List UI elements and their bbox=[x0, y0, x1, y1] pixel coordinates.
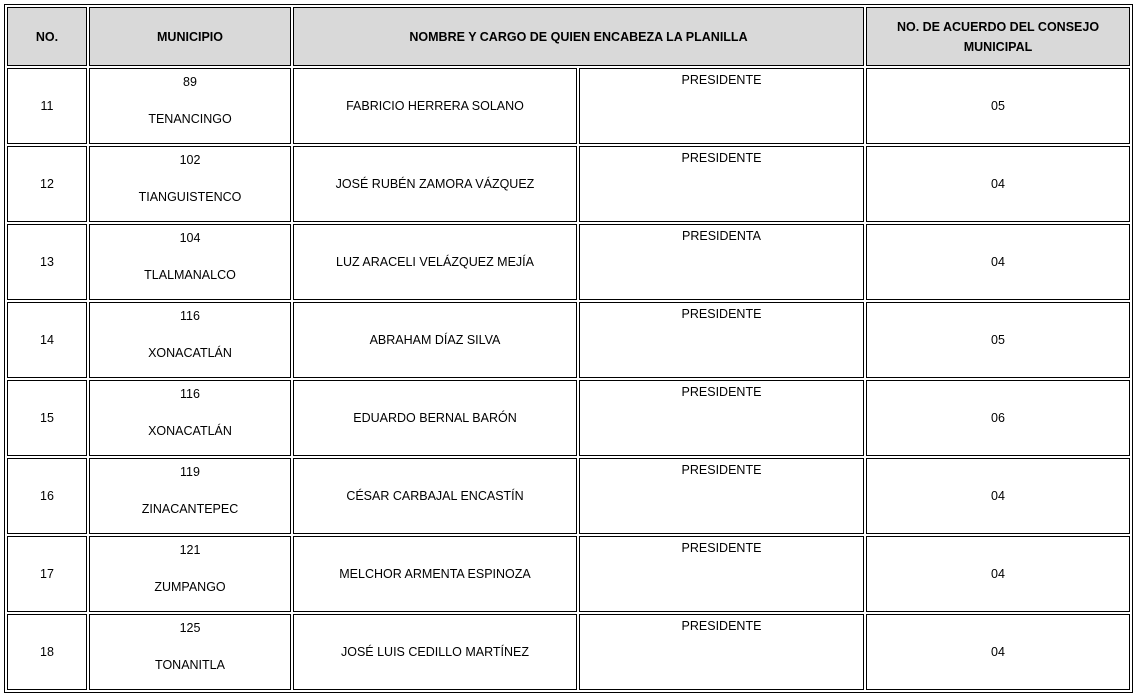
table-row bbox=[7, 536, 1130, 612]
municipio-number: 121 bbox=[179, 543, 201, 557]
cell-nombre: FABRICIO HERRERA SOLANO bbox=[293, 68, 577, 144]
cell-nombre: EDUARDO BERNAL BARÓN bbox=[293, 380, 577, 456]
cell-cargo: PRESIDENTA bbox=[579, 224, 864, 300]
cell-nombre: JOSÉ RUBÉN ZAMORA VÁZQUEZ bbox=[293, 146, 577, 222]
header-municipio: MUNICIPIO bbox=[89, 7, 291, 66]
cell-nombre: LUZ ARACELI VELÁZQUEZ MEJÍA bbox=[293, 224, 577, 300]
header-nombre-cargo: NOMBRE Y CARGO DE QUIEN ENCABEZA LA PLANILLA bbox=[293, 7, 864, 66]
cell-municipio bbox=[89, 380, 291, 456]
cell-no: 17 bbox=[7, 536, 87, 612]
cell-no: 13 bbox=[7, 224, 87, 300]
municipio-name: TENANCINGO bbox=[148, 112, 232, 126]
table-row bbox=[7, 458, 1130, 534]
cell-acuerdo: 04 bbox=[866, 536, 1130, 612]
cell-nombre: JOSÉ LUIS CEDILLO MARTÍNEZ bbox=[293, 614, 577, 690]
table-row bbox=[7, 224, 1130, 300]
cell-cargo: PRESIDENTE bbox=[579, 68, 864, 144]
municipio-number: 125 bbox=[179, 621, 201, 635]
cell-no: 11 bbox=[7, 68, 87, 144]
cell-acuerdo: 04 bbox=[866, 224, 1130, 300]
cell-no: 18 bbox=[7, 614, 87, 690]
cell-municipio bbox=[89, 146, 291, 222]
cell-acuerdo: 05 bbox=[866, 68, 1130, 144]
table-row bbox=[7, 614, 1130, 690]
cell-municipio bbox=[89, 302, 291, 378]
municipio-number: 119 bbox=[180, 465, 200, 479]
cell-cargo: PRESIDENTE bbox=[579, 302, 864, 378]
table-header-row bbox=[7, 7, 1130, 66]
cell-acuerdo: 04 bbox=[866, 146, 1130, 222]
cell-no: 15 bbox=[7, 380, 87, 456]
municipio-name: XONACATLÁN bbox=[148, 346, 232, 360]
header-acuerdo: NO. DE ACUERDO DEL CONSEJO MUNICIPAL bbox=[866, 7, 1130, 66]
municipio-name: XONACATLÁN bbox=[148, 424, 232, 438]
municipio-number: 116 bbox=[180, 309, 200, 323]
cell-acuerdo: 04 bbox=[866, 458, 1130, 534]
cell-no: 14 bbox=[7, 302, 87, 378]
cell-acuerdo: 04 bbox=[866, 614, 1130, 690]
municipio-number: 116 bbox=[180, 387, 200, 401]
municipio-number: 89 bbox=[183, 75, 197, 89]
cell-cargo: PRESIDENTE bbox=[579, 536, 864, 612]
document-page bbox=[4, 4, 1133, 693]
cell-municipio bbox=[89, 224, 291, 300]
table-row bbox=[7, 68, 1130, 144]
table-row bbox=[7, 302, 1130, 378]
cell-municipio bbox=[89, 536, 291, 612]
cell-cargo: PRESIDENTE bbox=[579, 614, 864, 690]
municipio-name: ZUMPANGO bbox=[154, 580, 226, 594]
cell-nombre: CÉSAR CARBAJAL ENCASTÍN bbox=[293, 458, 577, 534]
cell-no: 16 bbox=[7, 458, 87, 534]
planillas-table bbox=[4, 4, 1133, 693]
municipio-name: TIANGUISTENCO bbox=[138, 190, 242, 204]
cell-municipio bbox=[89, 458, 291, 534]
municipio-number: 102 bbox=[179, 153, 201, 167]
cell-municipio bbox=[89, 68, 291, 144]
cell-nombre: ABRAHAM DÍAZ SILVA bbox=[293, 302, 577, 378]
municipio-name: TLALMANALCO bbox=[144, 268, 236, 282]
cell-cargo: PRESIDENTE bbox=[579, 380, 864, 456]
municipio-number: 104 bbox=[179, 231, 201, 245]
cell-cargo: PRESIDENTE bbox=[579, 458, 864, 534]
cell-municipio bbox=[89, 614, 291, 690]
cell-acuerdo: 06 bbox=[866, 380, 1130, 456]
cell-nombre: MELCHOR ARMENTA ESPINOZA bbox=[293, 536, 577, 612]
table-row bbox=[7, 380, 1130, 456]
cell-no: 12 bbox=[7, 146, 87, 222]
table-row bbox=[7, 146, 1130, 222]
cell-cargo: PRESIDENTE bbox=[579, 146, 864, 222]
municipio-name: ZINACANTEPEC bbox=[141, 502, 239, 516]
header-no: NO. bbox=[7, 7, 87, 66]
municipio-name: TONANITLA bbox=[155, 658, 225, 672]
table-body bbox=[7, 68, 1130, 690]
cell-acuerdo: 05 bbox=[866, 302, 1130, 378]
